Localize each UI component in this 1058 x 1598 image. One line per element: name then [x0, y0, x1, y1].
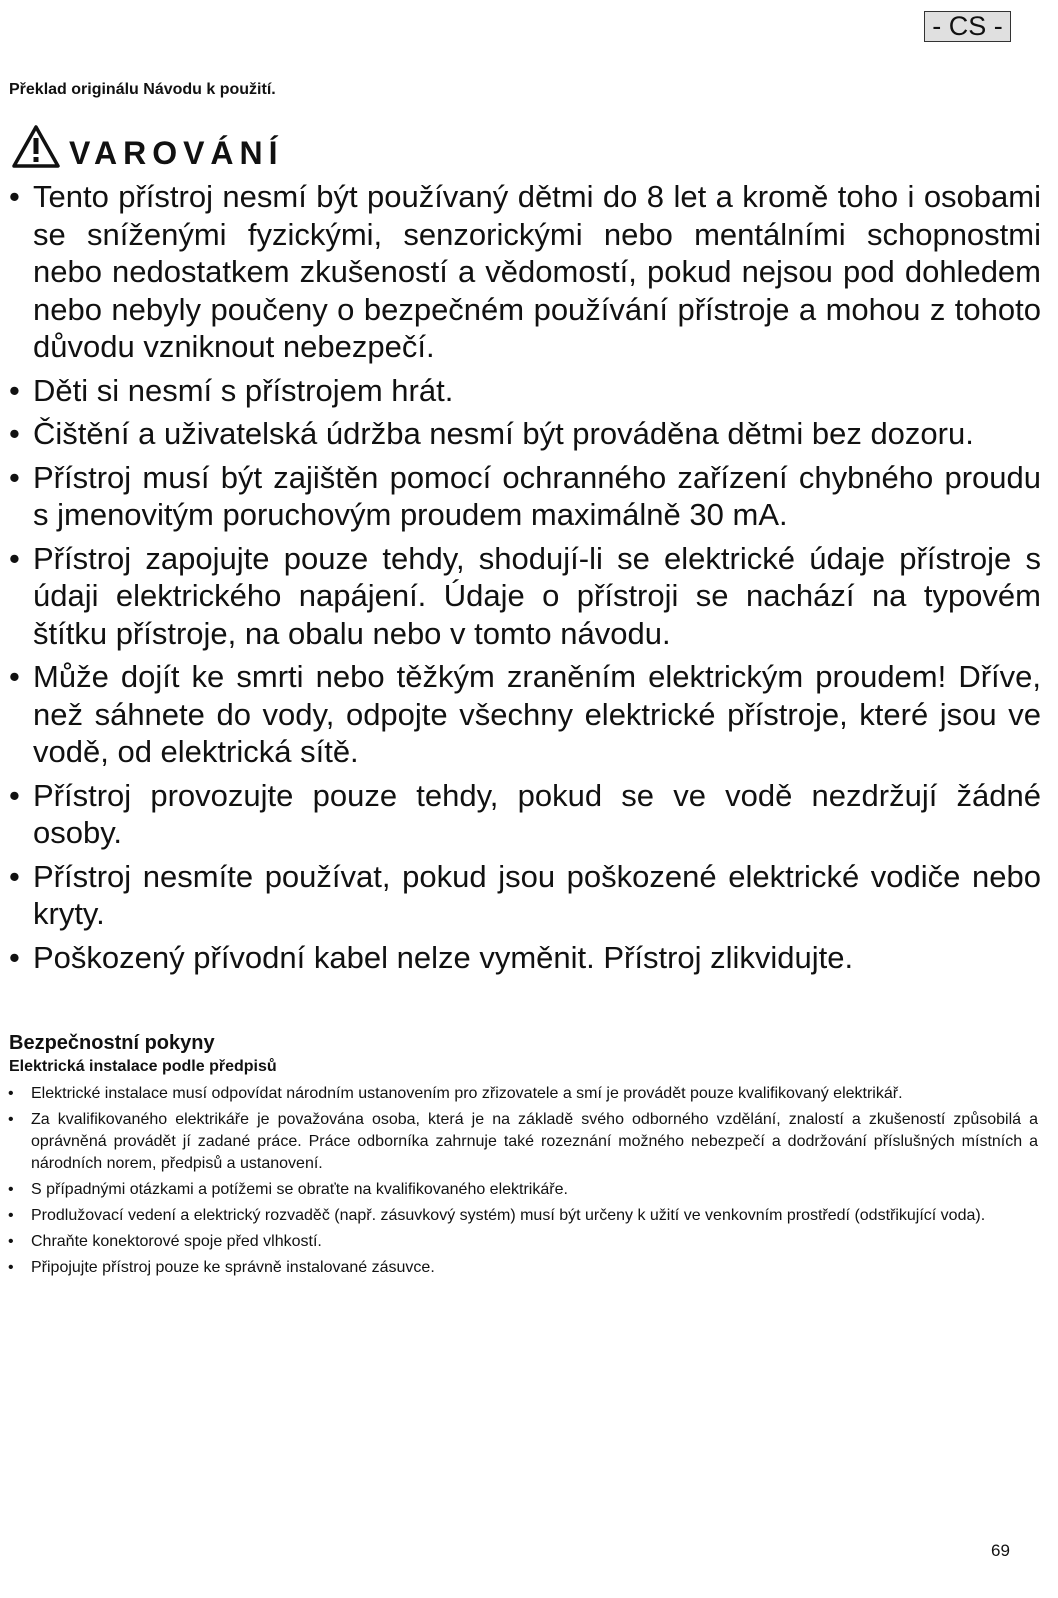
- bullet: •: [9, 540, 20, 576]
- warning-item: • Přístroj zapojujte pouze tehdy, shodují-li se elektrické údaje přístroje s údaji elektrického napájení. Údaje o přístroji se nachází na typovém štítku přístroje, na obalu nebo v tomto návodu.: [9, 540, 1041, 651]
- bullet: •: [9, 416, 20, 451]
- safety-item: • Za kvalifikovaného elektrikáře je považována osoba, která je na základě svého odborného vzdělání, znalostí a zkušeností způsobilá a oprávněná provádět jí zadané práce. Práce odborníka zahrnuje také rozeznání možného nebezpečí a dodržování příslušných místních a národních norem, předpisů a ustanovení.: [8, 1111, 1038, 1172]
- bullet: •: [8, 1207, 14, 1224]
- bullet: •: [9, 858, 20, 894]
- document-subtitle: Překlad originálu Návodu k použití.: [9, 81, 276, 98]
- safety-section-title: Bezpečnostní pokyny: [9, 1032, 215, 1054]
- safety-section-subtitle: Elektrická instalace podle předpisů: [9, 1058, 277, 1075]
- bullet: •: [9, 939, 20, 975]
- safety-item: • Chraňte konektorové spoje před vlhkostí.: [8, 1231, 1038, 1253]
- bullet: •: [8, 1181, 14, 1198]
- page-number: 69: [991, 1541, 1010, 1560]
- safety-item: • S případnými otázkami a potížemi se obraťte na kvalifikovaného elektrikáře.: [8, 1179, 1038, 1201]
- safety-list: [8, 1083, 1038, 1283]
- bullet: •: [9, 777, 20, 813]
- warning-item: • Může dojít ke smrti nebo těžkým zraněním elektrickým proudem! Dříve, než sáhnete do vody, odpojte všechny elektrické přístroje, které jsou ve vodě, od elektrická sítě.: [9, 659, 1041, 769]
- warning-list: [9, 178, 1041, 982]
- warning-item: • Poškozený přívodní kabel nelze vyměnit. Přístroj zlikvidujte.: [9, 939, 854, 975]
- bullet: •: [9, 179, 20, 214]
- warning-triangle-icon: [11, 124, 61, 175]
- warning-item: • Tento přístroj nesmí být používaný dětmi do 8 let a kromě toho i osobami se sníženými fyzickými, senzorickými nebo mentálními schopnostmi nebo nedostatkem zkušeností a vědomostí, pokud nejsou pod dohledem nebo nebyly poučeny o bezpečném používání přístroje a mohou z tohoto důvodu vzniknout nebezpečí.: [9, 179, 1041, 364]
- bullet: •: [9, 459, 20, 495]
- bullet: •: [8, 1233, 14, 1250]
- safety-item: • Prodlužovací vedení a elektrický rozvaděč (např. zásuvkový systém) musí být určeny k užití ve venkovním prostředí (odstřikující voda).: [8, 1205, 1038, 1227]
- safety-item: • Připojujte přístroj pouze ke správně instalované zásuvce.: [8, 1257, 1038, 1279]
- bullet: •: [9, 659, 20, 694]
- warning-heading: [11, 122, 284, 176]
- bullet: •: [8, 1111, 14, 1128]
- warning-item: • Přístroj provozujte pouze tehdy, pokud se ve vodě nezdržují žádné osoby.: [9, 777, 1041, 850]
- bullet: •: [8, 1259, 14, 1276]
- safety-item: • Elektrické instalace musí odpovídat národním ustanovením pro zřizovatele a smí je provádět pouze kvalifikovaný elektrikář.: [8, 1083, 1038, 1105]
- bullet: •: [9, 372, 20, 408]
- warning-item: • Děti si nesmí s přístrojem hrát.: [9, 372, 454, 408]
- warning-item: • Přístroj musí být zajištěn pomocí ochranného zařízení chybného proudu s jmenovitým poruchovým proudem maximálně 30 mA.: [9, 459, 1041, 532]
- warning-title: VAROVÁNÍ: [69, 134, 284, 171]
- language-badge: - CS -: [924, 11, 1011, 42]
- bullet: •: [8, 1085, 14, 1102]
- warning-item: • Čištění a uživatelská údržba nesmí být prováděna dětmi bez dozoru.: [9, 416, 974, 451]
- warning-item: • Přístroj nesmíte používat, pokud jsou poškozené elektrické vodiče nebo kryty.: [9, 858, 1041, 931]
